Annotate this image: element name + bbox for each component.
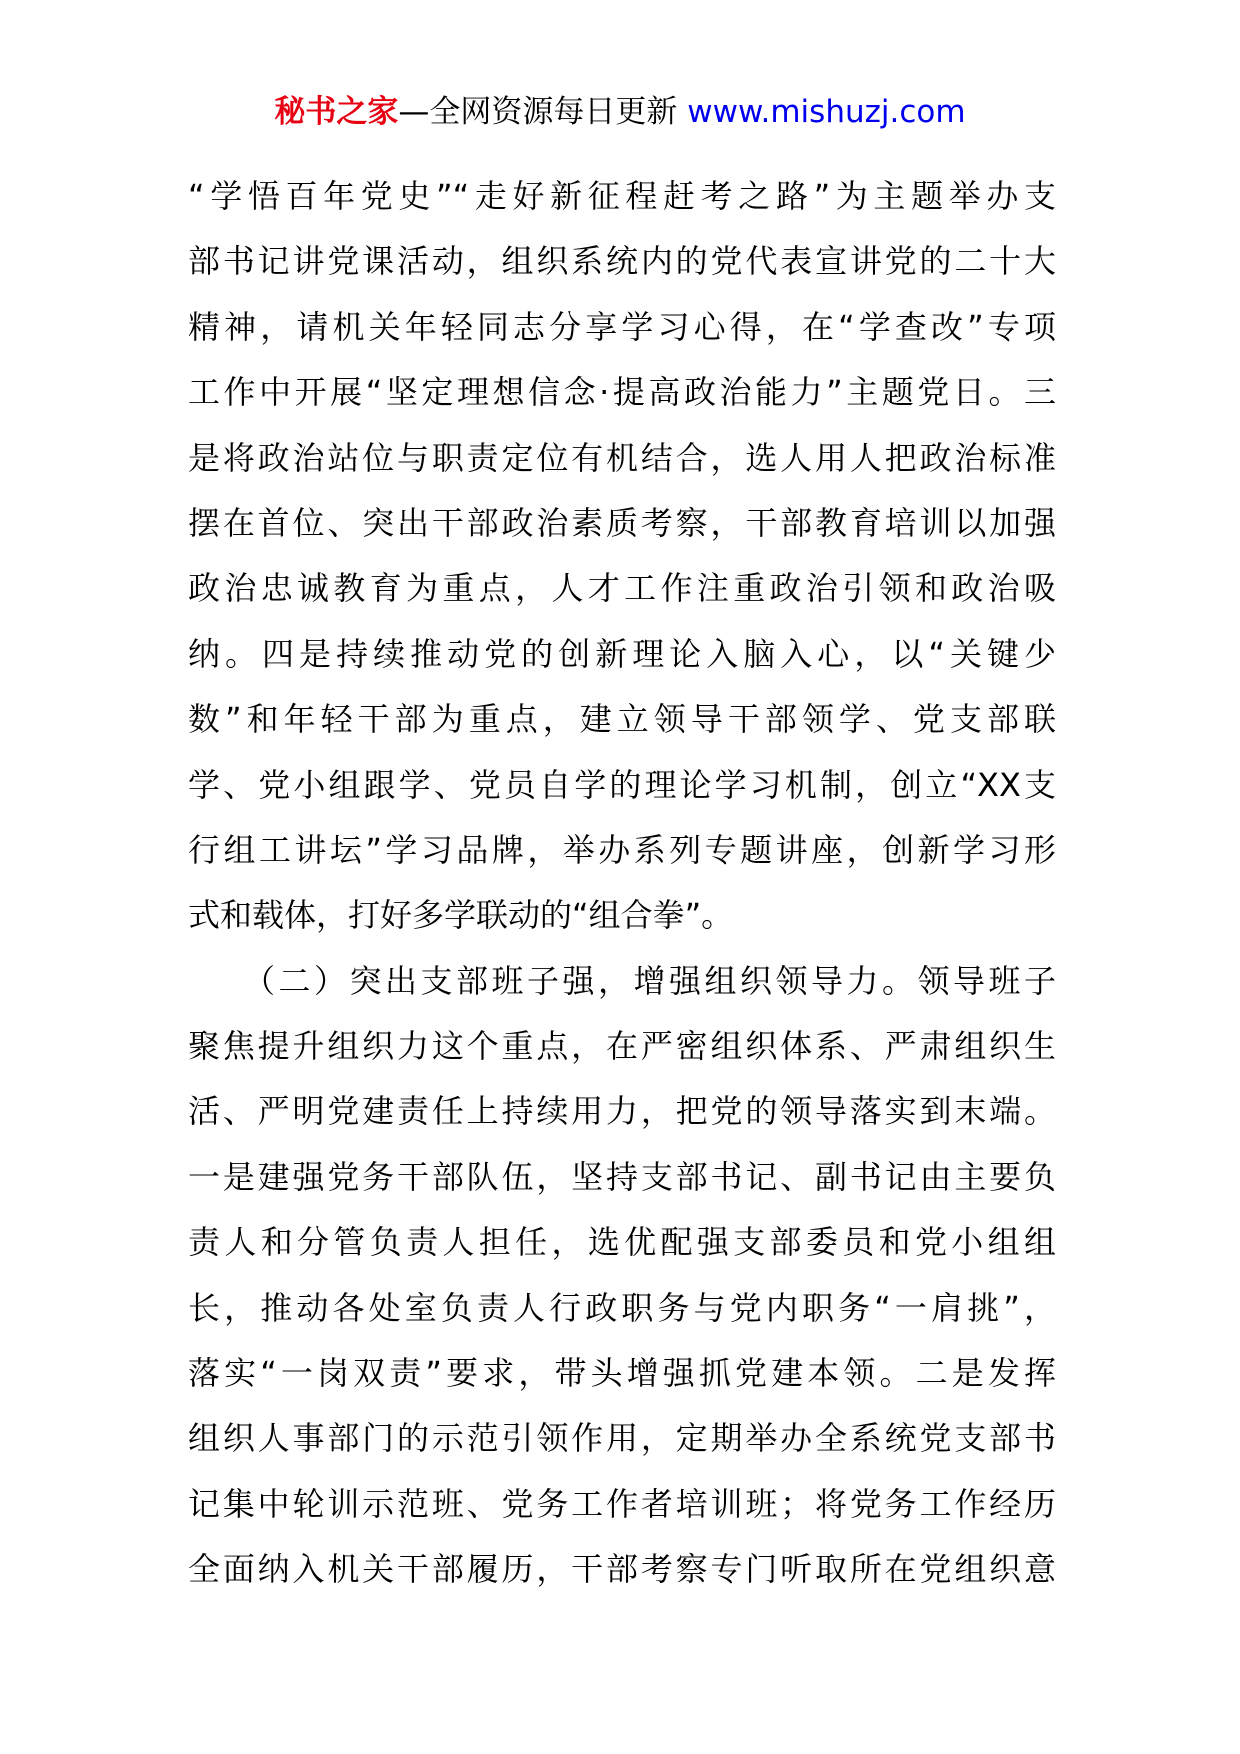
text-line: 摆在首位、突出干部政治素质考察，干部教育培训以加强	[188, 503, 1056, 542]
text-line: “学悟百年党史”“走好新征程赶考之路”为主题举办支	[188, 177, 1056, 215]
text-line: 是将政治站位与职责定位有机结合，选人用人把政治标准	[188, 438, 1056, 477]
text-line: 长，推动各处室负责人行政职务与党内职务“一肩挑”，	[188, 1288, 1056, 1327]
document-body	[188, 164, 1056, 1603]
text-line: 责人和分管负责人担任，选优配强支部委员和党小组组	[188, 1223, 1056, 1262]
text-line: 组织人事部门的示范引领作用，定期举办全系统党支部书	[188, 1419, 1056, 1458]
site-header	[0, 92, 1240, 132]
text-line: 工作中开展“坚定理想信念·提高政治能力”主题党日。三	[188, 373, 1056, 412]
text-line: 学、党小组跟学、党员自学的理论学习机制，创立“XX支	[188, 765, 1056, 804]
text-line: 部书记讲党课活动，组织系统内的党代表宣讲党的二十大	[188, 242, 1056, 281]
text-line: 纳。四是持续推动党的创新理论入脑入心，以“关键少	[188, 634, 1056, 673]
site-brand: 秘书之家	[274, 94, 399, 130]
section-heading-line: （二）突出支部班子强，增强组织领导力。领导班子	[188, 961, 1056, 1000]
site-tagline: —全网资源每日更新	[398, 94, 678, 130]
text-line: 数”和年轻干部为重点，建立领导干部领学、党支部联	[188, 700, 1056, 739]
text-line: 式和载体，打好多学联动的“组合拳”。	[188, 896, 734, 935]
text-line: 记集中轮训示范班、党务工作者培训班；将党务工作经历	[188, 1484, 1056, 1523]
text-line: 政治忠诚教育为重点，人才工作注重政治引领和政治吸	[188, 569, 1056, 608]
text-line: 落实“一岗双责”要求，带头增强抓党建本领。二是发挥	[188, 1354, 1056, 1393]
text-line: 精神，请机关年轻同志分享学习心得，在“学查改”专项	[188, 307, 1056, 346]
text-line: 活、严明党建责任上持续用力，把党的领导落实到末端。	[188, 1092, 1056, 1131]
text-line: 一是建强党务干部队伍，坚持支部书记、副书记由主要负	[188, 1157, 1056, 1196]
text-line: 聚焦提升组织力这个重点，在严密组织体系、严肃组织生	[188, 1027, 1056, 1066]
text-line: 行组工讲坛”学习品牌，举办系列专题讲座，创新学习形	[188, 830, 1056, 869]
text-line: 全面纳入机关干部履历，干部考察专门听取所在党组织意	[188, 1550, 1056, 1589]
site-url-link[interactable]: www.mishuzj.com	[687, 94, 966, 130]
